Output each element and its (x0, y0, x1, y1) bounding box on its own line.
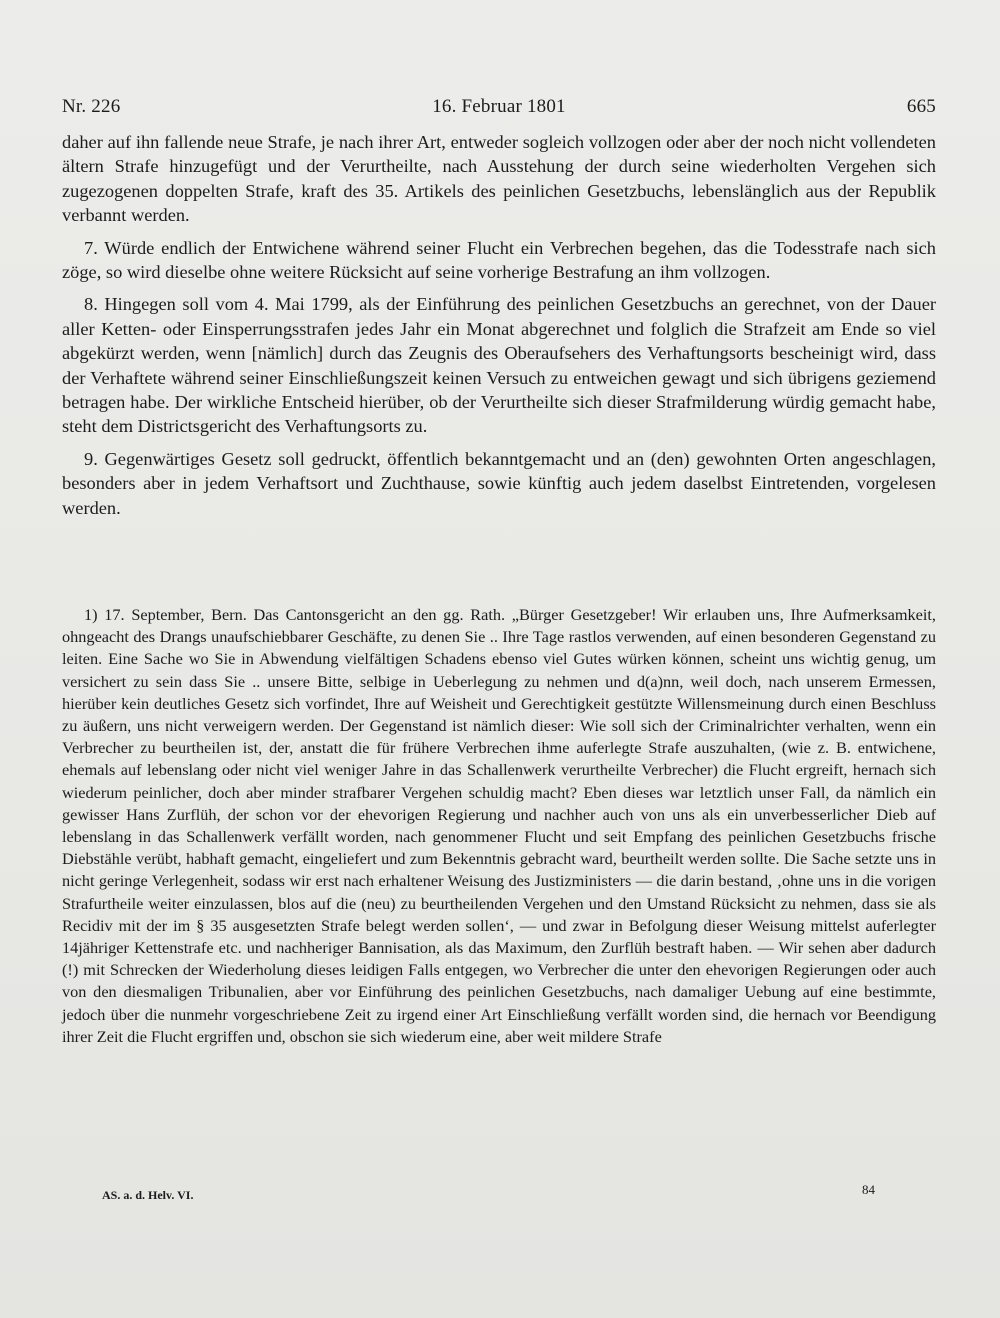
page-number: 665 (906, 96, 936, 117)
document-date: 16. Februar 1801 (432, 96, 566, 117)
sheet-number: 84 (862, 1182, 875, 1197)
running-header (62, 96, 936, 120)
footnote-text: 1) 17. September, Bern. Das Cantonsgericht an den gg. Rath. „Bürger Gesetzgeber! Wir erlauben uns, Ihre Aufmerksamkeit, ohngeacht des Drangs unaufschiebbarer Geschäfte, zu denen Sie .. Ihre Tage rastlos verwenden, auf einen besonderen Gegenstand zu leiten. Eine Sache wo Sie in Abwendung vielfältigen Schadens ebenso viel Gutes würken können, scheint uns wichtig genug, um versichert zu sein dass Sie .. unsere Bitte, selbige in Ueberlegung zu nehmen und d(a)nn, weil doch, nach unserem Ermessen, hierüber kein deutliches Gesetz sich vorfindet, Ihre auf Weisheit und Gerechtigkeit gestützte Willensmeinung durch einen Beschluss zu äußern, uns nicht verweigern werden. Der Gegenstand ist nämlich dieser: Wie soll sich der Criminalrichter verhalten, wenn ein Verbrecher zu beurtheilen ist, der, anstatt die für frühere Verbrechen ihme auferlegte Strafe auszuhalten, (wie z. B. entwichene, ehemals auf lebenslang oder nicht viel weniger Jahre in das Schallenwerk verurtheilte Verbrecher) die Flucht ergreift, hernach sich wiederum peinlicher, doch aber minder strafbarer Vergehen schuldig macht? Eben dieses war letztlich unser Fall, da nämlich ein gewisser Hans Zurflüh, der schon vor der ehevorigen Regierung und nachher auch von uns als ein unverbesserlicher Dieb auf lebenslang in das Schallenwerk verfällt worden, nach genommener Flucht und seit Empfang des peinlichen Gesetzbuchs frische Diebstähle verübt, habhaft gemacht, eingeliefert und zum Bekenntnis gebracht ward, beurtheilt werden sollte. Die Sache setzte uns in nicht geringe Verlegenheit, sodass wir erst nach erhaltener Weisung des Justizministers — die darin bestand, ‚ohne uns in die vorigen Strafurtheile weiter einzulassen, blos auf die (neu) zu beurtheilenden Vergehen und den Umstand Rücksicht zu nehmen, dass sie als Recidiv mit der im § 35 ausgesetzten Strafe belegt werden sollen‘, — und zwar in Befolgung dieser Weisung mittelst auferlegter 14jähriger Kettenstrafe etc. und nachheriger Bannisation, als das Maximum, den Zurflüh bestraft haben. — Wir sehen aber dadurch (!) mit Schrecken der Wiederholung dieses leidigen Falls entgegen, wo Verbrecher die unter den ehevorigen Regierungen oder auch von den diesmaligen Tribunalien, aber vor Einführung des peinlichen Gesetzbuchs, nach damaliger Uebung auf eine bestimmte, jedoch über die nunmehr vorgeschriebene Zeit zu irgend einer Art Einschließung verfällt worden sind, die hernach vor Beendigung ihrer Zeit die Flucht ergriffen und, obschon sie sich wiederum eine, aber weit mildere Strafe (62, 605, 936, 1046)
paragraph-article-9: 9. Gegenwärtiges Gesetz soll gedruckt, öffentlich bekanntgemacht und an (den) gewohnten Orten angeschlagen, besonders aber in jedem Verhaftsort und Zuchthause, sowie künftig auch jedem daselbst Eintretenden, vorgelesen werden. (62, 448, 936, 518)
footnote (62, 604, 936, 1048)
paragraph-continuation: daher auf ihn fallende neue Strafe, je nach ihrer Art, entweder sogleich vollzogen oder aber der noch nicht vollendeten ältern Strafe hinzugefügt und der Verurtheilte, nach Ausstehung der durch seine wiederholten Vergehen sich zugezogenen doppelten Strafe, kraft des 35. Artikels des peinlichen Gesetzbuchs, lebenslänglich aus der Republik verbannt werden. (62, 132, 936, 226)
collection-signature: AS. a. d. Helv. VI. (102, 1188, 194, 1202)
paragraph-article-7: 7. Würde endlich der Entwichene während seiner Flucht ein Verbrechen begehen, das die Todesstrafe nach sich zöge, so wird dieselbe ohne weitere Rücksicht auf seine vorherige Bestrafung an ihm vollzogen. (62, 237, 936, 283)
document-number: Nr. 226 (62, 96, 121, 117)
main-text (62, 130, 936, 520)
paragraph-article-8: 8. Hingegen soll vom 4. Mai 1799, als der Einführung des peinlichen Gesetzbuchs an gerechnet, von der Dauer aller Ketten- oder Einsperrungsstrafen jedes Jahr ein Monat abgerechnet und folglich die Strafzeit am Ende so viel abgekürzt werden, wenn [nämlich] durch das Zeugnis des Oberaufsehers des Verhaftungsorts bescheinigt wird, dass der Verhaftete während seiner Einschließungszeit keinen Versuch zu entweichen gewagt und sich übrigens geziemend betragen habe. Der wirkliche Entscheid hierüber, ob der Verurtheilte sich dieser Strafmilderung würdig gemacht habe, steht dem Districtsgericht des Verhaftungsorts zu. (62, 294, 936, 437)
